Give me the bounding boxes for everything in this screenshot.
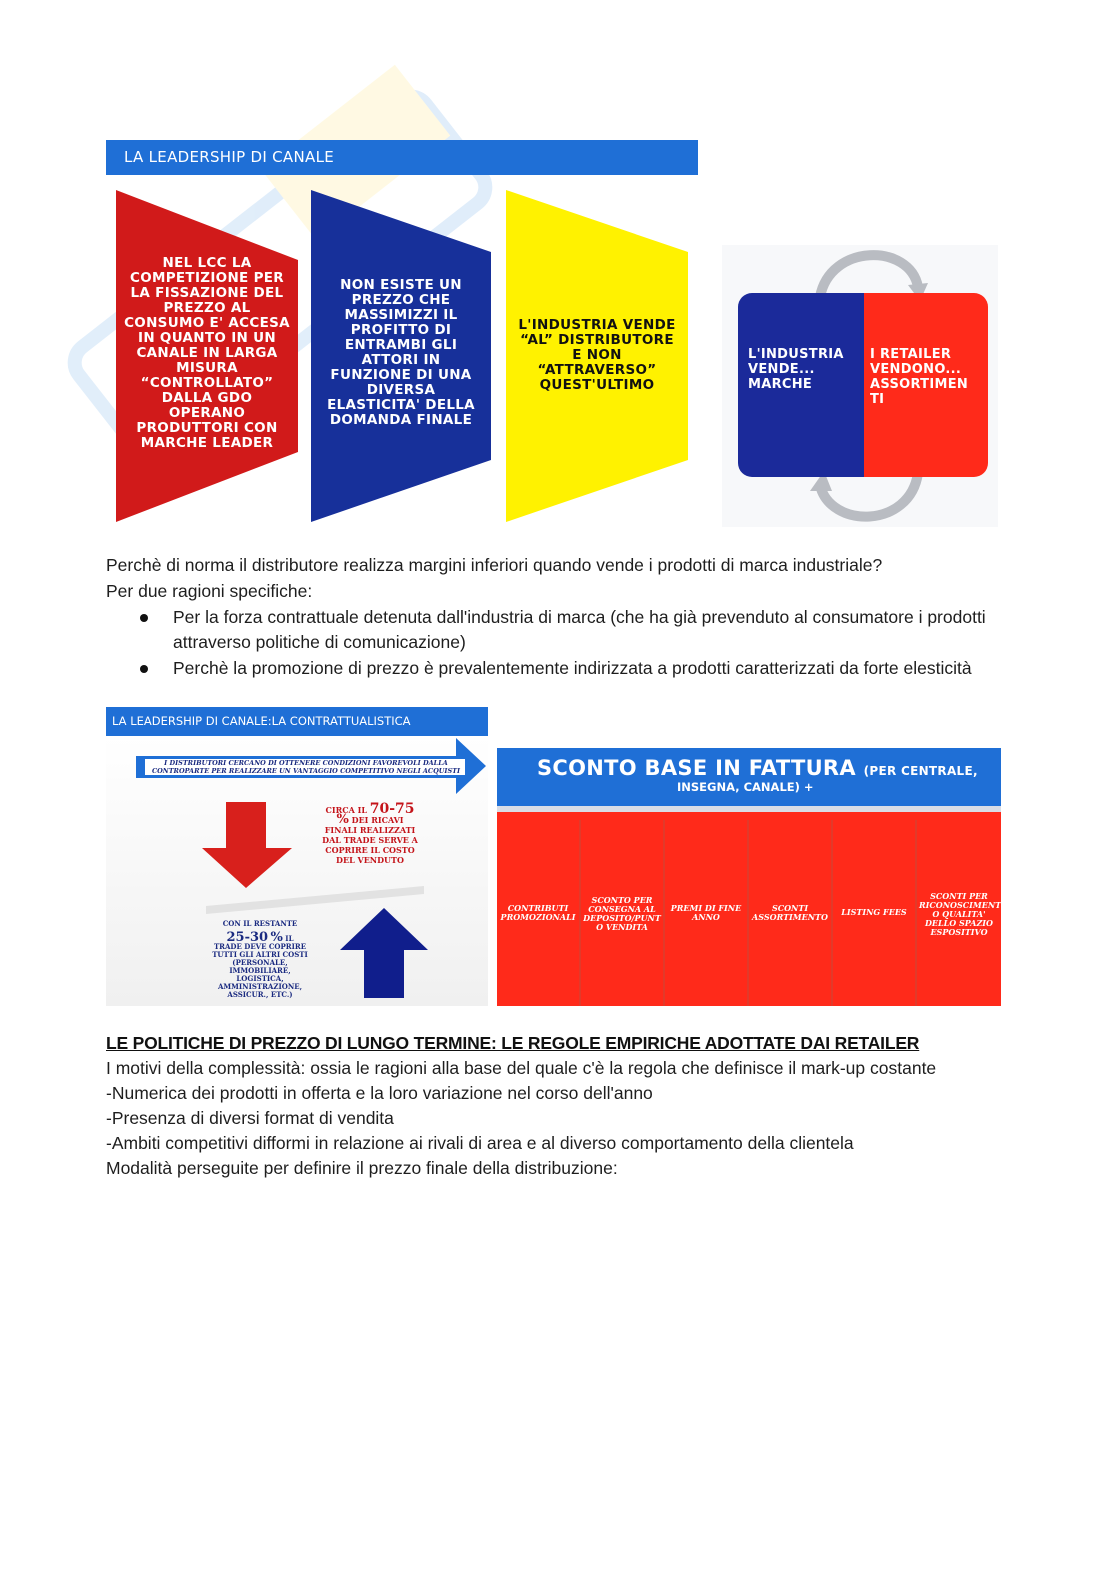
blue-value: 25-30: [226, 930, 269, 945]
slide3-col-6: SCONTI PER RICONOSCIMENT O QUALITA' DELLO SPAZIO ESPOSITIVO: [919, 891, 1002, 937]
section-line-4: -Ambiti competitivi difformi in relazione ai rivali di area e al diverso comportamento della clientela: [106, 1133, 854, 1153]
slide2-arrow-text: I DISTRIBUTORI CERCANO DI OTTENERE CONDIZIONI FAVOREVOLI DALLA CONTROPARTE PER REALIZZARE UN VANTAGGIO COMPETITIVO NEGLI ACQUISTI: [151, 759, 461, 775]
section-line-3: -Presenza di diversi format di vendita: [106, 1108, 394, 1128]
blue-prefix: CON IL RESTANTE: [222, 919, 298, 928]
slide2-red-block: [320, 801, 420, 865]
cycle-left-text: L'INDUSTRIA VENDE... MARCHE: [748, 347, 844, 392]
slide2-header: LA LEADERSHIP DI CANALE:LA CONTRATTUALISTICA: [106, 707, 488, 736]
blue-pct: %: [270, 930, 283, 945]
bullet-2-dot: [140, 665, 148, 673]
slide1-panel-yellow: [506, 190, 688, 522]
slide3-title: [537, 756, 978, 780]
slide1-panel-yellow-text: L'INDUSTRIA VENDE “AL” DISTRIBUTORE E NON “ATTRAVERSO” QUEST'ULTIMO: [518, 317, 676, 393]
bullet-1: Per la forza contrattuale detenuta dall'industria di marca (che ha già prevenduto al consumatore i prodotti attraverso politiche di comunicazione): [173, 607, 986, 652]
red-pct: %: [336, 812, 349, 827]
slide3-title-suffix: (PER CENTRALE,: [863, 764, 978, 778]
slide3-col-5: LISTING FEES: [833, 820, 917, 1006]
red-text: DEI RICAVI FINALI REALIZZATI DAL TRADE SERVE A COPRIRE IL COSTO DEL VENDUTO: [322, 815, 418, 865]
slide3-subtitle: INSEGNA, CANALE) +: [677, 780, 814, 794]
slide3-col-4: SCONTI ASSORTIMENTO: [749, 820, 833, 1006]
down-arrow-icon: [202, 802, 292, 888]
blue-il: IL: [285, 934, 294, 943]
slide3-discounts: [497, 748, 1001, 1006]
slide3-header: [497, 748, 1001, 812]
bullet-1-dot: [140, 614, 148, 622]
red-prefix: CIRCA IL: [325, 805, 367, 815]
red-value: 70-75: [369, 801, 415, 817]
up-arrow-icon: [340, 908, 428, 998]
slide1-panel-red-text: NEL LCC LA COMPETIZIONE PER LA FISSAZIONE DEL PREZZO AL CONSUMO E' ACCESA IN QUANTO IN UN CANALE IN LARGA MISURA “CONTROLLATO” DALLA GDO OPERANO PRODUTTORI CON MARCHE LEADER: [124, 255, 290, 451]
slide1-header: LA LEADERSHIP DI CANALE: [106, 140, 698, 175]
slide1-panel-blue: [311, 190, 491, 522]
cycle-right-text: I RETAILER VENDONO... ASSORTIMEN TI: [870, 347, 969, 407]
body-intro: Per due ragioni specifiche:: [106, 581, 313, 601]
slide2-body: [106, 736, 488, 1006]
section-line-5: Modalità perseguite per definire il prezzo finale della distribuzione:: [106, 1158, 618, 1178]
slide3-col-1: CONTRIBUTI PROMOZIONALI: [497, 820, 581, 1006]
section-line-1: I motivi della complessità: ossia le ragioni alla base del quale c'è la regola che definisce il mark-up costante: [106, 1058, 937, 1078]
section-line-2: -Numerica dei prodotti in offerta e la loro variazione nel corso dell'anno: [106, 1083, 653, 1103]
slide1-cycle-diagram: [722, 245, 998, 527]
bullet-2: Perchè la promozione di prezzo è prevalentemente indirizzata a prodotti caratterizzati da forte elesticità: [173, 658, 972, 678]
blue-text: TRADE DEVE COPRIRE TUTTI GLI ALTRI COSTI (PERSONALE, IMMOBILIARE, LOGISTICA, AMMINISTRAZIONE, ASSICUR., ETC.): [212, 942, 308, 999]
slide3-title-main: SCONTO BASE IN FATTURA: [537, 756, 856, 780]
slide3-col-2: SCONTO PER CONSEGNA AL DEPOSITO/PUNT O VENDITA: [581, 820, 665, 1006]
section-title: LE POLITICHE DI PREZZO DI LUNGO TERMINE: LE REGOLE EMPIRICHE ADOTTATE DAI RETAILER: [106, 1033, 920, 1053]
slide3-col-3: PREMI DI FINE ANNO: [665, 820, 749, 1006]
slide1-panel-blue-text: NON ESISTE UN PREZZO CHE MASSIMIZZI IL PROFITTO DI ENTRAMBI GLI ATTORI IN FUNZIONE DI UNA DIVERSA ELASTICITA' DELLA DOMANDA FINALE: [327, 277, 475, 428]
body-question: Perchè di norma il distributore realizza margini inferiori quando vende i prodotti di marca industriale?: [106, 555, 883, 575]
slide1-panel-red: [116, 190, 298, 522]
slide2-blue-block: [206, 920, 314, 999]
